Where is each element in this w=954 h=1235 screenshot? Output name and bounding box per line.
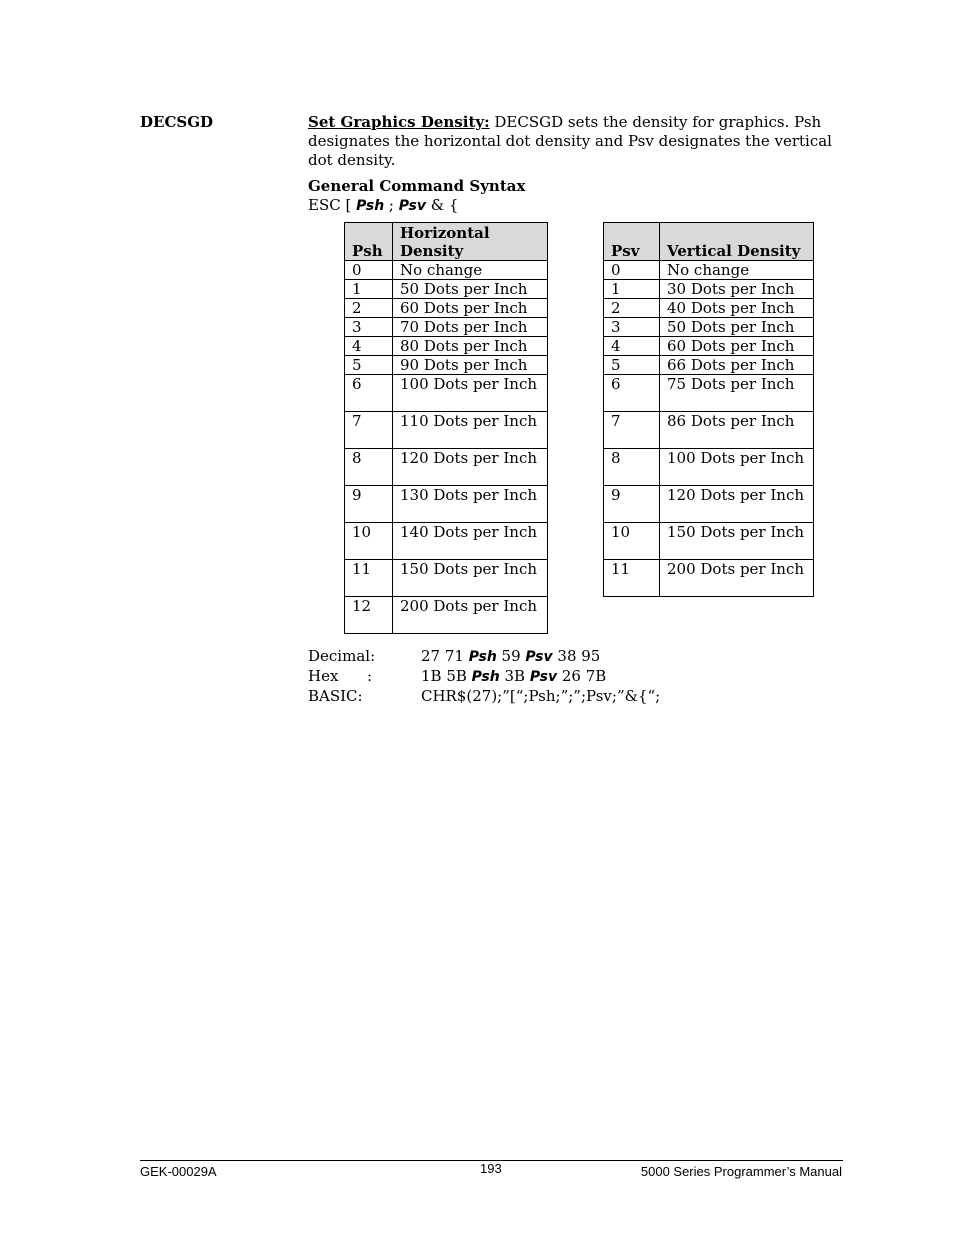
table-cell: 7: [345, 412, 393, 449]
table-row: [604, 523, 814, 560]
syntax-arg-psv: Psv: [398, 198, 426, 214]
table-cell: 9: [604, 486, 660, 523]
table-cell: 86 Dots per Inch: [660, 412, 814, 449]
table-row: [345, 337, 548, 356]
basic-label: BASIC:: [308, 687, 363, 705]
table-cell: 100 Dots per Inch: [660, 449, 814, 486]
table-cell: 130 Dots per Inch: [393, 486, 548, 523]
table-cell: 100 Dots per Inch: [393, 375, 548, 412]
syntax-line: [308, 196, 838, 216]
table-cell: No change: [393, 261, 548, 280]
table-cell: 66 Dots per Inch: [660, 356, 814, 375]
description: [308, 113, 838, 170]
command-body: [308, 113, 838, 216]
table-cell: 50 Dots per Inch: [660, 318, 814, 337]
hex-label: Hex :: [308, 667, 373, 685]
table-cell: 5: [604, 356, 660, 375]
table-cell: 120 Dots per Inch: [393, 449, 548, 486]
table-cell: 0: [345, 261, 393, 280]
table-cell: 10: [345, 523, 393, 560]
vertical-density-table: [603, 222, 814, 597]
table-row: [345, 449, 548, 486]
table-cell: 3: [345, 318, 393, 337]
table-cell: 30 Dots per Inch: [660, 280, 814, 299]
table-cell: 60 Dots per Inch: [393, 299, 548, 318]
table-cell: 1: [345, 280, 393, 299]
table-row: [345, 523, 548, 560]
decimal-pre: 27 71: [421, 647, 469, 665]
table-cell: 10: [604, 523, 660, 560]
table-header: Psh: [345, 223, 393, 261]
table-row: [345, 486, 548, 523]
description-title: Set Graphics Density:: [308, 113, 490, 131]
horizontal-density-table: [344, 222, 548, 634]
table-row: [604, 486, 814, 523]
syntax-separator: ;: [384, 196, 399, 214]
table-header: Vertical Density: [660, 223, 814, 261]
table-row: [604, 375, 814, 412]
horizontal-table-body: [345, 261, 548, 634]
table-cell: 50 Dots per Inch: [393, 280, 548, 299]
table-cell: 4: [345, 337, 393, 356]
table-header: Horizontal Density: [393, 223, 548, 261]
table-cell: 2: [345, 299, 393, 318]
table-cell: 150 Dots per Inch: [660, 523, 814, 560]
table-cell: 4: [604, 337, 660, 356]
basic-row: [308, 687, 660, 706]
hex-arg-psh: Psh: [471, 669, 500, 685]
table-row: [604, 560, 814, 597]
table-cell: 150 Dots per Inch: [393, 560, 548, 597]
table-cell: 200 Dots per Inch: [393, 597, 548, 634]
table-cell: 140 Dots per Inch: [393, 523, 548, 560]
table-cell: 5: [345, 356, 393, 375]
syntax-heading: General Command Syntax: [308, 177, 526, 195]
table-row: [604, 449, 814, 486]
hex-post: 26 7B: [557, 667, 607, 685]
table-row: [345, 318, 548, 337]
hex-mid: 3B: [499, 667, 530, 685]
decimal-value: [421, 647, 600, 667]
table-row: [604, 280, 814, 299]
table-cell: 2: [604, 299, 660, 318]
footer-manual-title: 5000 Series Programmer’s Manual: [640, 1164, 842, 1179]
vertical-table-body: [604, 261, 814, 597]
table-cell: 6: [604, 375, 660, 412]
table-cell: 12: [345, 597, 393, 634]
table-cell: 80 Dots per Inch: [393, 337, 548, 356]
table-row: [604, 318, 814, 337]
table-cell: 75 Dots per Inch: [660, 375, 814, 412]
table-row: [604, 356, 814, 375]
table-cell: No change: [660, 261, 814, 280]
table-row: [345, 375, 548, 412]
table-row: [345, 261, 548, 280]
table-cell: 0: [604, 261, 660, 280]
command-name: DECSGD: [140, 113, 214, 131]
table-cell: 11: [345, 560, 393, 597]
table-row: [345, 356, 548, 375]
hex-pre: 1B 5B: [421, 667, 472, 685]
table-cell: 7: [604, 412, 660, 449]
table-cell: 3: [604, 318, 660, 337]
table-cell: 8: [604, 449, 660, 486]
table-cell: 8: [345, 449, 393, 486]
decimal-arg-psh: Psh: [468, 649, 497, 665]
footer-page-number: 193: [480, 1161, 502, 1176]
table-row: [345, 597, 548, 634]
hex-arg-psv: Psv: [529, 669, 558, 685]
table-cell: 9: [345, 486, 393, 523]
decimal-label: Decimal:: [308, 647, 376, 665]
syntax-suffix: & {: [425, 196, 459, 214]
table-row: [604, 337, 814, 356]
decimal-mid: 59: [496, 647, 526, 665]
hex-row: [308, 667, 660, 687]
table-row: [604, 261, 814, 280]
decimal-row: [308, 647, 660, 667]
table-row: [345, 280, 548, 299]
table-cell: 110 Dots per Inch: [393, 412, 548, 449]
table-cell: 40 Dots per Inch: [660, 299, 814, 318]
table-row: [345, 412, 548, 449]
footer-doc-id: GEK-00029A: [140, 1164, 217, 1179]
table-cell: 6: [345, 375, 393, 412]
syntax-prefix: ESC [: [308, 196, 357, 214]
table-row: [604, 299, 814, 318]
table-cell: 200 Dots per Inch: [660, 560, 814, 597]
table-row: [604, 412, 814, 449]
table-header: Psv: [604, 223, 660, 261]
basic-value: CHR$(27);”[“;Psh;”;”;Psv;”&{“;: [421, 687, 661, 705]
table-row: [345, 299, 548, 318]
decimal-post: 38 95: [552, 647, 601, 665]
table-cell: 70 Dots per Inch: [393, 318, 548, 337]
decimal-arg-psv: Psv: [525, 649, 553, 665]
table-row: [345, 560, 548, 597]
table-cell: 1: [604, 280, 660, 299]
description-text: DECSGD sets the density for graphics. Psh designates the horizontal dot density and Psv designates the vertical dot density.: [308, 113, 832, 169]
table-cell: 90 Dots per Inch: [393, 356, 548, 375]
syntax-arg-psh: Psh: [356, 198, 385, 214]
table-cell: 120 Dots per Inch: [660, 486, 814, 523]
table-cell: 60 Dots per Inch: [660, 337, 814, 356]
code-sequences: [308, 647, 660, 706]
table-cell: 11: [604, 560, 660, 597]
hex-value: [421, 667, 606, 687]
